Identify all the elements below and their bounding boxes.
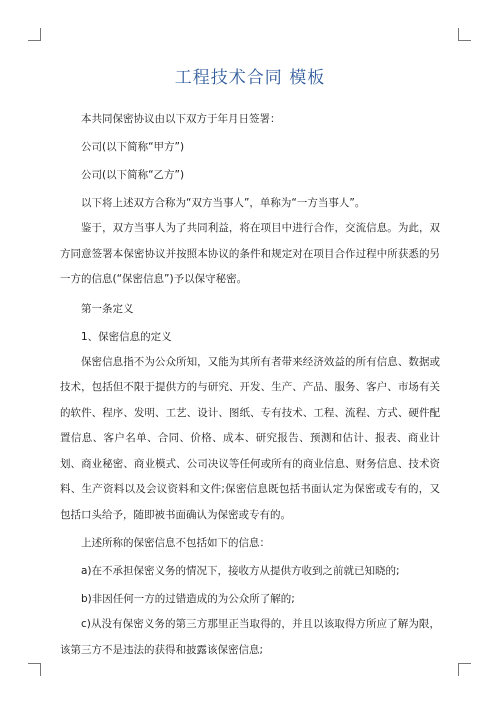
paragraph-intro: 本共同保密协议由以下双方于年月日签署： [81,113,281,125]
paragraph-whereas: 鉴于，双方当事人为了共同利益，将在项目中进行合作，交流信息。为此，双方同意签署本保密协议并按照本协议的条件和规定对在项目合作过程中所获悉的另一方的信息(“保密信息”)予以保守秘密。 [60,222,440,285]
crop-mark-top-right [458,28,471,41]
list-item-exclusion-b: b)非因任何一方的过错造成的为公众所了解的; [81,593,295,605]
list-item-exclusion-a: a)在不承担保密义务的情况下，接收方从提供方收到之前就已知晓的; [81,565,400,577]
paragraph-exclusions-intro: 上述所称的保密信息不包括如下的信息： [81,537,270,549]
crop-mark-top-left [28,28,41,41]
paragraph-party-a: 公司(以下简称“甲方”) [81,141,185,153]
paragraph-confidential-definition: 保密信息指不为公众所知，又能为其所有者带来经济效益的所有信息、数据或技术，包括但不限于提供方的与研究、开发、生产、产品、服务、客户、市场有关的软件、程序、发明、工艺、设计、图纸、专有技术、工程、流程、方式、硬件配置信息、客户名单、合同、价格、成本、研究报告、预测和估计、报表、商业计划、商业秘密、商业模式、公司决议等任何或所有的商业信息、财务信息、技术资料、生产资料以及会议资料和文件;保密信息既包括书面认定为保密或专有的，又包括口头给予，随即被书面确认为保密或专有的。 [60,355,440,521]
section-heading-definitions: 第一条定义 [81,302,134,315]
subsection-heading-confidential-info: 1、保密信息的定义 [81,330,172,343]
paragraph-party-b: 公司(以下简称“乙方”) [81,169,185,181]
list-item-exclusion-c: c)从没有保密义务的第三方那里正当取得的，并且以该取得方所应了解为限，该第三方不是违法的获得和披露该保密信息; [60,618,440,656]
crop-mark-bottom-right [458,663,471,676]
paragraph-collective-name: 以下将上述双方合称为“双方当事人”，单称为“一方当事人”。 [81,197,366,209]
document-title: 工程技术合同 模板 [174,68,326,88]
document-body [60,112,440,663]
crop-mark-bottom-left [28,663,41,676]
